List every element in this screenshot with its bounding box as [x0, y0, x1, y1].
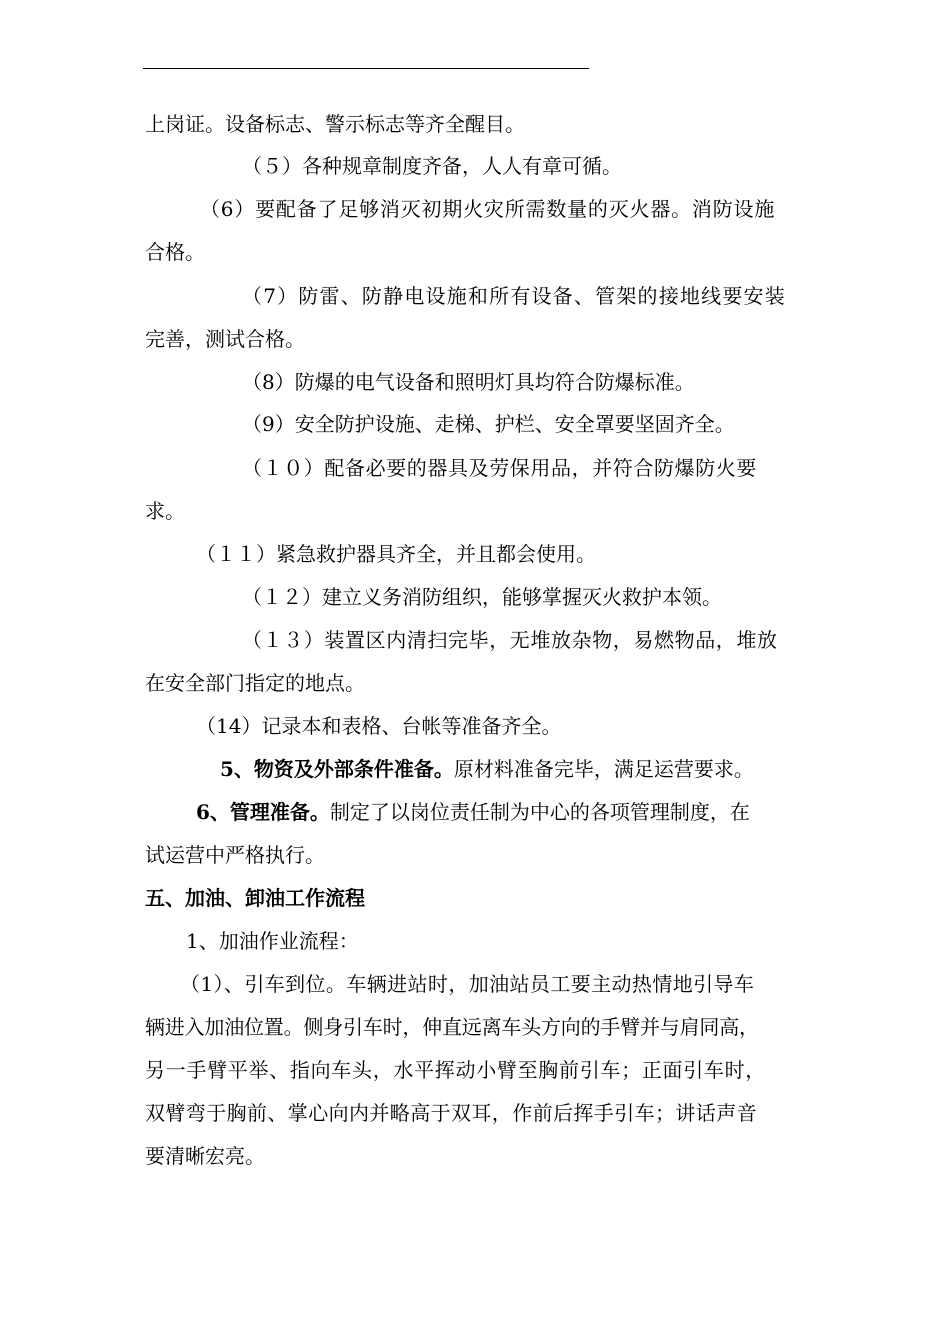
- paragraph-line: 双臂弯于胸前、掌心向内并略高于双耳，作前后挥手引车；讲话声音: [145, 1101, 757, 1125]
- paragraph-line: 要清晰宏亮。: [145, 1144, 265, 1168]
- list-item-6: （6）要配备了足够消灭初期火灾所需数量的灭火器。消防设施: [200, 197, 776, 221]
- section-heading: 6、管理准备。: [196, 800, 330, 824]
- list-item-7: （7）防雷、防静电设施和所有设备、管架的接地线要安装: [242, 284, 786, 308]
- paragraph-line: 辆进入加油位置。侧身引车时，伸直远离车头方向的手臂并与肩同高，: [145, 1015, 759, 1039]
- subsection-heading: 1、加油作业流程：: [186, 929, 359, 953]
- paragraph-line: （1）、引车到位。车辆进站时，加油站员工要主动热情地引导车: [180, 972, 755, 996]
- section-heading: 5、物资及外部条件准备。: [220, 757, 454, 781]
- list-item-5: （５）各种规章制度齐备，人人有章可循。: [242, 154, 622, 178]
- chapter-heading: 五、加油、卸油工作流程: [145, 886, 365, 910]
- list-item-11: （１１）紧急救护器具齐全，并且都会使用。: [196, 542, 596, 566]
- list-item-13: （１３）装置区内清扫完毕，无堆放杂物，易燃物品，堆放: [242, 628, 778, 652]
- paragraph-line: 合格。: [145, 240, 205, 264]
- list-item-12: （１２）建立义务消防组织，能够掌握灭火救护本领。: [242, 585, 722, 609]
- paragraph-line: 试运营中严格执行。: [145, 843, 325, 867]
- paragraph-line: 上岗证。设备标志、警示标志等齐全醒目。: [145, 112, 525, 136]
- paragraph-line: 另一手臂平举、指向车头，水平挥动小臂至胸前引车；正面引车时，: [145, 1058, 766, 1082]
- section-management: 6、管理准备。制定了以岗位责任制为中心的各项管理制度，在: [196, 800, 750, 824]
- section-materials: 5、物资及外部条件准备。原材料准备完毕，满足运营要求。: [220, 757, 754, 781]
- list-item-10: （１０）配备必要的器具及劳保用品，并符合防爆防火要: [242, 456, 757, 480]
- paragraph-line: 在安全部门指定的地点。: [145, 671, 365, 695]
- list-item-8: （8）防爆的电气设备和照明灯具均符合防爆标准。: [242, 370, 695, 394]
- header-rule: [143, 68, 589, 69]
- list-item-14: （14）记录本和表格、台帐等准备齐全。: [196, 714, 562, 738]
- list-item-9: （9）安全防护设施、走梯、护栏、安全罩要坚固齐全。: [242, 412, 735, 436]
- paragraph-line: 完善，测试合格。: [145, 327, 305, 351]
- paragraph-line: 求。: [145, 499, 185, 523]
